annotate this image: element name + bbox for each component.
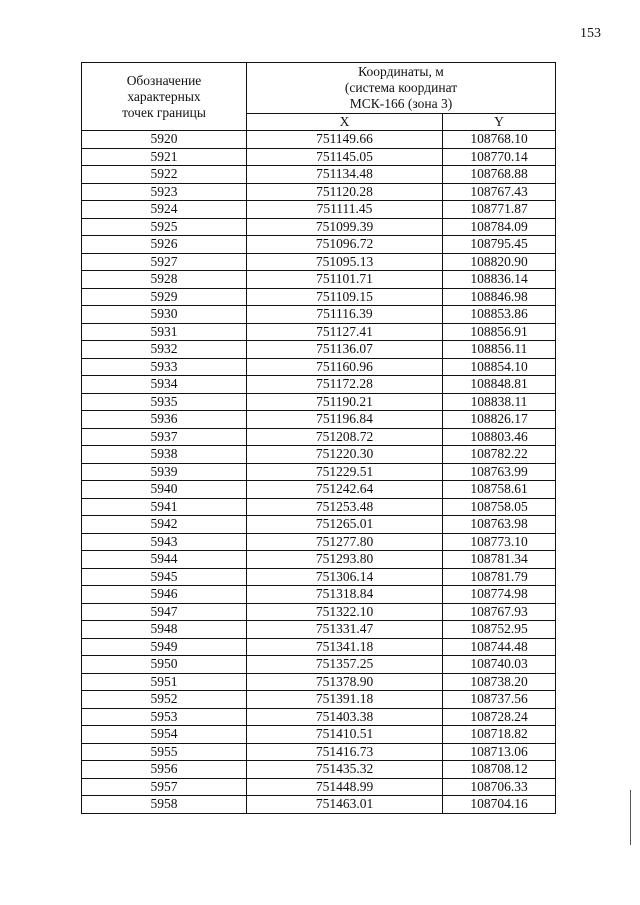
table-row: [82, 183, 556, 201]
x-coordinate-cell: 751229.51: [247, 463, 443, 481]
point-id-cell: 5937: [82, 428, 247, 446]
x-coordinate-cell: 751416.73: [247, 743, 443, 761]
table-row: [82, 236, 556, 254]
page-number: 153: [580, 26, 601, 41]
point-id-cell: 5925: [82, 218, 247, 236]
scan-edge-mark: [630, 790, 631, 845]
x-coordinate-cell: 751190.21: [247, 393, 443, 411]
table-row: [82, 481, 556, 499]
y-coordinate-cell: 108803.46: [443, 428, 556, 446]
table-row: [82, 708, 556, 726]
table-row: [82, 743, 556, 761]
y-coordinate-cell: 108846.98: [443, 288, 556, 306]
point-id-cell: 5920: [82, 131, 247, 149]
y-coordinate-cell: 108752.95: [443, 621, 556, 639]
point-id-cell: 5952: [82, 691, 247, 709]
y-coordinate-cell: 108744.48: [443, 638, 556, 656]
point-id-cell: 5947: [82, 603, 247, 621]
point-id-cell: 5930: [82, 306, 247, 324]
x-coordinate-cell: 751253.48: [247, 498, 443, 516]
header-point-text: Обозначение характерных точек границы: [122, 72, 206, 120]
x-coordinate-cell: 751111.45: [247, 201, 443, 219]
table-header: [82, 63, 556, 131]
y-coordinate-cell: 108836.14: [443, 271, 556, 289]
table-row: [82, 148, 556, 166]
point-id-cell: 5941: [82, 498, 247, 516]
table-row: [82, 673, 556, 691]
x-coordinate-cell: 751265.01: [247, 516, 443, 534]
point-id-cell: 5950: [82, 656, 247, 674]
x-coordinate-cell: 751116.39: [247, 306, 443, 324]
y-coordinate-cell: 108781.34: [443, 551, 556, 569]
point-id-cell: 5928: [82, 271, 247, 289]
point-id-cell: 5926: [82, 236, 247, 254]
point-id-cell: 5956: [82, 761, 247, 779]
y-coordinate-cell: 108781.79: [443, 568, 556, 586]
table-row: [82, 201, 556, 219]
point-id-cell: 5948: [82, 621, 247, 639]
point-id-cell: 5921: [82, 148, 247, 166]
table-row: [82, 533, 556, 551]
y-coordinate-cell: 108763.98: [443, 516, 556, 534]
x-coordinate-cell: 751136.07: [247, 341, 443, 359]
x-coordinate-cell: 751322.10: [247, 603, 443, 621]
point-id-cell: 5951: [82, 673, 247, 691]
header-y: Y: [443, 114, 556, 131]
x-coordinate-cell: 751357.25: [247, 656, 443, 674]
x-coordinate-cell: 751410.51: [247, 726, 443, 744]
point-id-cell: 5939: [82, 463, 247, 481]
point-id-cell: 5944: [82, 551, 247, 569]
table-row: [82, 638, 556, 656]
y-coordinate-cell: 108706.33: [443, 778, 556, 796]
x-coordinate-cell: 751277.80: [247, 533, 443, 551]
x-coordinate-cell: 751095.13: [247, 253, 443, 271]
point-id-cell: 5923: [82, 183, 247, 201]
point-id-cell: 5929: [82, 288, 247, 306]
table-row: [82, 306, 556, 324]
x-coordinate-cell: 751172.28: [247, 376, 443, 394]
point-id-cell: 5954: [82, 726, 247, 744]
table-row: [82, 131, 556, 149]
x-coordinate-cell: 751318.84: [247, 586, 443, 604]
point-id-cell: 5932: [82, 341, 247, 359]
y-coordinate-cell: 108728.24: [443, 708, 556, 726]
x-coordinate-cell: 751208.72: [247, 428, 443, 446]
y-coordinate-cell: 108856.91: [443, 323, 556, 341]
y-coordinate-cell: 108737.56: [443, 691, 556, 709]
y-coordinate-cell: 108704.16: [443, 796, 556, 814]
y-coordinate-cell: 108768.10: [443, 131, 556, 149]
table-row: [82, 341, 556, 359]
table-row: [82, 691, 556, 709]
x-coordinate-cell: 751127.41: [247, 323, 443, 341]
point-id-cell: 5945: [82, 568, 247, 586]
point-id-cell: 5934: [82, 376, 247, 394]
table-row: [82, 516, 556, 534]
table-row: [82, 411, 556, 429]
table-row: [82, 498, 556, 516]
header-coords-text: Координаты, м (система координат МСК-166 (зона 3): [344, 64, 458, 111]
table-row: [82, 586, 556, 604]
y-coordinate-cell: 108853.86: [443, 306, 556, 324]
point-id-cell: 5957: [82, 778, 247, 796]
table-row: [82, 568, 556, 586]
x-coordinate-cell: 751242.64: [247, 481, 443, 499]
table-row: [82, 603, 556, 621]
table-row: [82, 463, 556, 481]
table-row: [82, 778, 556, 796]
x-coordinate-cell: 751435.32: [247, 761, 443, 779]
x-coordinate-cell: 751120.28: [247, 183, 443, 201]
x-coordinate-cell: 751134.48: [247, 166, 443, 184]
y-coordinate-cell: 108856.11: [443, 341, 556, 359]
x-coordinate-cell: 751391.18: [247, 691, 443, 709]
x-coordinate-cell: 751149.66: [247, 131, 443, 149]
table-row: [82, 428, 556, 446]
x-coordinate-cell: 751109.15: [247, 288, 443, 306]
table-row: [82, 166, 556, 184]
table-row: [82, 393, 556, 411]
y-coordinate-cell: 108782.22: [443, 446, 556, 464]
y-coordinate-cell: 108763.99: [443, 463, 556, 481]
table-row: [82, 726, 556, 744]
point-id-cell: 5936: [82, 411, 247, 429]
y-coordinate-cell: 108758.05: [443, 498, 556, 516]
x-coordinate-cell: 751403.38: [247, 708, 443, 726]
point-id-cell: 5943: [82, 533, 247, 551]
x-coordinate-cell: 751145.05: [247, 148, 443, 166]
y-coordinate-cell: 108820.90: [443, 253, 556, 271]
table-row: [82, 358, 556, 376]
point-id-cell: 5958: [82, 796, 247, 814]
y-coordinate-cell: 108854.10: [443, 358, 556, 376]
x-coordinate-cell: 751196.84: [247, 411, 443, 429]
table-row: [82, 376, 556, 394]
y-coordinate-cell: 108767.43: [443, 183, 556, 201]
point-id-cell: 5938: [82, 446, 247, 464]
y-coordinate-cell: 108768.88: [443, 166, 556, 184]
y-coordinate-cell: 108738.20: [443, 673, 556, 691]
header-point-label: [82, 63, 247, 131]
table-row: [82, 323, 556, 341]
point-id-cell: 5942: [82, 516, 247, 534]
point-id-cell: 5933: [82, 358, 247, 376]
y-coordinate-cell: 108713.06: [443, 743, 556, 761]
table-row: [82, 271, 556, 289]
point-id-cell: 5931: [82, 323, 247, 341]
header-coords-label: [247, 63, 556, 114]
y-coordinate-cell: 108718.82: [443, 726, 556, 744]
x-coordinate-cell: 751306.14: [247, 568, 443, 586]
x-coordinate-cell: 751096.72: [247, 236, 443, 254]
point-id-cell: 5955: [82, 743, 247, 761]
point-id-cell: 5922: [82, 166, 247, 184]
y-coordinate-cell: 108848.81: [443, 376, 556, 394]
y-coordinate-cell: 108784.09: [443, 218, 556, 236]
point-id-cell: 5935: [82, 393, 247, 411]
y-coordinate-cell: 108758.61: [443, 481, 556, 499]
x-coordinate-cell: 751331.47: [247, 621, 443, 639]
x-coordinate-cell: 751101.71: [247, 271, 443, 289]
point-id-cell: 5946: [82, 586, 247, 604]
y-coordinate-cell: 108838.11: [443, 393, 556, 411]
x-coordinate-cell: 751220.30: [247, 446, 443, 464]
table-row: [82, 218, 556, 236]
x-coordinate-cell: 751341.18: [247, 638, 443, 656]
table-row: [82, 446, 556, 464]
x-coordinate-cell: 751378.90: [247, 673, 443, 691]
x-coordinate-cell: 751293.80: [247, 551, 443, 569]
y-coordinate-cell: 108767.93: [443, 603, 556, 621]
y-coordinate-cell: 108740.03: [443, 656, 556, 674]
table-row: [82, 761, 556, 779]
x-coordinate-cell: 751448.99: [247, 778, 443, 796]
y-coordinate-cell: 108795.45: [443, 236, 556, 254]
point-id-cell: 5924: [82, 201, 247, 219]
y-coordinate-cell: 108771.87: [443, 201, 556, 219]
y-coordinate-cell: 108773.10: [443, 533, 556, 551]
y-coordinate-cell: 108774.98: [443, 586, 556, 604]
y-coordinate-cell: 108826.17: [443, 411, 556, 429]
x-coordinate-cell: 751099.39: [247, 218, 443, 236]
table-row: [82, 656, 556, 674]
x-coordinate-cell: 751463.01: [247, 796, 443, 814]
x-coordinate-cell: 751160.96: [247, 358, 443, 376]
table-row: [82, 253, 556, 271]
point-id-cell: 5927: [82, 253, 247, 271]
table-row: [82, 551, 556, 569]
header-x: X: [247, 114, 443, 131]
table-body: [82, 131, 556, 814]
point-id-cell: 5953: [82, 708, 247, 726]
y-coordinate-cell: 108708.12: [443, 761, 556, 779]
table-row: [82, 796, 556, 814]
table-row: [82, 288, 556, 306]
table-row: [82, 621, 556, 639]
point-id-cell: 5940: [82, 481, 247, 499]
y-coordinate-cell: 108770.14: [443, 148, 556, 166]
coordinates-table: [81, 62, 556, 814]
point-id-cell: 5949: [82, 638, 247, 656]
